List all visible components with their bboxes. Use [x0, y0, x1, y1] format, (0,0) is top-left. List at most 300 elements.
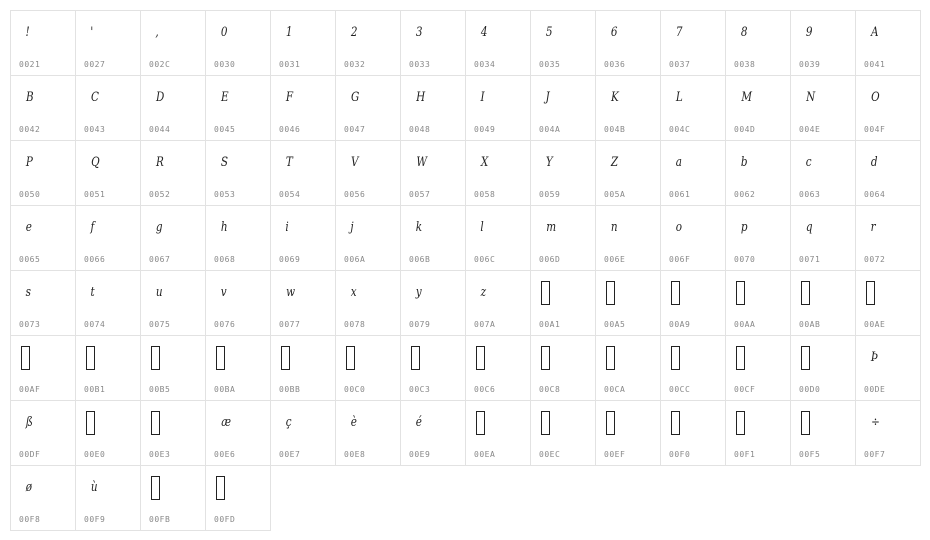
glyph-cell[interactable]	[791, 76, 856, 141]
glyph-code-label: 0070	[734, 255, 756, 264]
glyph-code-label: 00F5	[799, 450, 821, 459]
glyph-cell[interactable]	[596, 141, 661, 206]
glyph-cell[interactable]	[141, 206, 206, 271]
glyph-code-label: 00C3	[409, 385, 431, 394]
glyph-code-label: 0044	[149, 125, 171, 134]
glyph-cell[interactable]	[856, 11, 921, 76]
missing-glyph-box-icon	[866, 281, 875, 305]
glyph-cell[interactable]	[791, 401, 856, 466]
glyph-cell[interactable]	[401, 11, 466, 76]
glyph-code-label: 0035	[539, 60, 561, 69]
glyph-code-label: 0047	[344, 125, 366, 134]
glyph-code-label: 00FB	[149, 515, 171, 524]
glyph-preview: R	[155, 155, 164, 170]
glyph-code-label: 00E9	[409, 450, 431, 459]
glyph-code-label: 0052	[149, 190, 171, 199]
glyph-code-label: 0051	[84, 190, 106, 199]
glyph-code-label: 006D	[539, 255, 561, 264]
glyph-code-label: 00AA	[734, 320, 756, 329]
glyph-preview: v	[220, 285, 227, 300]
glyph-cell[interactable]	[466, 76, 531, 141]
glyph-cell[interactable]	[661, 206, 726, 271]
glyph-preview: 7	[675, 25, 683, 40]
glyph-preview: s	[25, 285, 32, 300]
missing-glyph-box-icon	[606, 281, 615, 305]
glyph-code-label: 0071	[799, 255, 821, 264]
glyph-code-label: 0065	[19, 255, 41, 264]
glyph-preview: h	[220, 220, 228, 235]
glyph-code-label: 0074	[84, 320, 106, 329]
glyph-preview: 4	[480, 25, 488, 40]
glyph-preview: q	[805, 220, 813, 235]
glyph-cell[interactable]	[791, 141, 856, 206]
glyph-code-label: 004A	[539, 125, 561, 134]
glyph-code-label: 0066	[84, 255, 106, 264]
glyph-cell[interactable]	[76, 401, 141, 466]
glyph-cell[interactable]	[11, 401, 76, 466]
glyph-preview: 5	[545, 25, 553, 40]
glyph-preview: T	[285, 155, 293, 170]
glyph-cell[interactable]	[11, 336, 76, 401]
glyph-cell[interactable]	[271, 271, 336, 336]
glyph-code-label: 00E0	[84, 450, 106, 459]
glyph-cell[interactable]	[531, 11, 596, 76]
glyph-code-label: 006A	[344, 255, 366, 264]
missing-glyph-box-icon	[411, 346, 420, 370]
glyph-code-label: 00F7	[864, 450, 886, 459]
glyph-preview: G	[351, 90, 360, 105]
glyph-code-label: 00EC	[539, 450, 561, 459]
missing-glyph-box-icon	[21, 346, 30, 370]
glyph-preview: g	[155, 220, 163, 235]
glyph-preview: x	[350, 285, 357, 300]
missing-glyph-box-icon	[216, 476, 225, 500]
glyph-cell[interactable]	[726, 141, 791, 206]
glyph-preview: X	[480, 155, 489, 170]
missing-glyph-box-icon	[151, 476, 160, 500]
missing-glyph-box-icon	[801, 346, 810, 370]
glyph-code-label: 0031	[279, 60, 301, 69]
glyph-preview: M	[741, 90, 752, 105]
glyph-code-label: 00E8	[344, 450, 366, 459]
glyph-cell[interactable]	[596, 11, 661, 76]
glyph-preview: L	[675, 90, 683, 105]
glyph-cell[interactable]	[76, 271, 141, 336]
missing-glyph-box-icon	[671, 281, 680, 305]
glyph-cell[interactable]	[466, 401, 531, 466]
glyph-code-label: 0077	[279, 320, 301, 329]
glyph-cell[interactable]	[76, 206, 141, 271]
glyph-code-label: 00EF	[604, 450, 626, 459]
missing-glyph-box-icon	[541, 281, 550, 305]
glyph-code-label: 00DE	[864, 385, 886, 394]
missing-glyph-box-icon	[801, 281, 810, 305]
glyph-code-label: 00E7	[279, 450, 301, 459]
glyph-code-label: 004E	[799, 125, 821, 134]
glyph-code-label: 00C8	[539, 385, 561, 394]
glyph-preview: k	[415, 220, 423, 235]
glyph-cell[interactable]	[76, 141, 141, 206]
glyph-preview: i	[285, 220, 289, 235]
glyph-code-label: 006F	[669, 255, 691, 264]
glyph-cell[interactable]	[466, 141, 531, 206]
glyph-code-label: 002C	[149, 60, 171, 69]
glyph-preview: V	[350, 155, 359, 170]
glyph-cell[interactable]	[531, 76, 596, 141]
glyph-code-label: 00AB	[799, 320, 821, 329]
glyph-preview: ß	[25, 415, 33, 430]
missing-glyph-box-icon	[86, 346, 95, 370]
glyph-preview: N	[806, 90, 816, 105]
missing-glyph-box-icon	[86, 411, 95, 435]
glyph-preview: a	[675, 155, 682, 170]
glyph-preview: æ	[221, 415, 232, 430]
glyph-cell[interactable]	[11, 466, 76, 531]
glyph-preview: o	[675, 220, 683, 235]
glyph-cell[interactable]	[206, 401, 271, 466]
glyph-code-label: 00A1	[539, 320, 561, 329]
glyph-code-label: 006E	[604, 255, 626, 264]
glyph-preview: S	[220, 155, 229, 170]
glyph-cell[interactable]	[596, 76, 661, 141]
glyph-code-label: 0073	[19, 320, 41, 329]
glyph-cell[interactable]	[206, 11, 271, 76]
glyph-preview: z	[480, 285, 487, 300]
glyph-cell[interactable]	[206, 466, 271, 531]
glyph-cell[interactable]	[531, 401, 596, 466]
glyph-cell[interactable]	[466, 11, 531, 76]
glyph-code-label: 0042	[19, 125, 41, 134]
glyph-preview: p	[740, 220, 748, 235]
glyph-cell[interactable]	[726, 336, 791, 401]
glyph-preview: J	[545, 90, 550, 105]
glyph-cell[interactable]	[336, 76, 401, 141]
glyph-code-label: 0056	[344, 190, 366, 199]
missing-glyph-box-icon	[736, 346, 745, 370]
missing-glyph-box-icon	[736, 411, 745, 435]
glyph-code-label: 00A5	[604, 320, 626, 329]
glyph-code-label: 005A	[604, 190, 626, 199]
glyph-cell[interactable]	[336, 206, 401, 271]
glyph-code-label: 0058	[474, 190, 496, 199]
glyph-cell[interactable]	[271, 141, 336, 206]
glyph-code-label: 0075	[149, 320, 171, 329]
missing-glyph-box-icon	[281, 346, 290, 370]
glyph-cell[interactable]	[466, 336, 531, 401]
glyph-cell[interactable]	[661, 76, 726, 141]
glyph-preview: l	[480, 220, 484, 235]
glyph-code-label: 00E6	[214, 450, 236, 459]
missing-glyph-box-icon	[736, 281, 745, 305]
glyph-preview: w	[286, 285, 296, 300]
glyph-cell[interactable]	[271, 11, 336, 76]
glyph-preview: A	[870, 25, 879, 40]
glyph-cell[interactable]	[661, 336, 726, 401]
glyph-cell[interactable]	[726, 271, 791, 336]
missing-glyph-box-icon	[151, 411, 160, 435]
glyph-cell[interactable]	[141, 11, 206, 76]
missing-glyph-box-icon	[801, 411, 810, 435]
glyph-code-label: 00BA	[214, 385, 236, 394]
glyph-code-label: 00DF	[19, 450, 41, 459]
glyph-code-label: 00D0	[799, 385, 821, 394]
glyph-cell[interactable]	[336, 141, 401, 206]
glyph-code-label: 0069	[279, 255, 301, 264]
glyph-code-label: 0072	[864, 255, 886, 264]
glyph-cell[interactable]	[726, 76, 791, 141]
glyph-cell[interactable]	[141, 466, 206, 531]
glyph-code-label: 00AE	[864, 320, 886, 329]
glyph-preview: ø	[25, 480, 33, 495]
glyph-cell[interactable]	[76, 466, 141, 531]
glyph-preview: t	[90, 285, 95, 300]
glyph-code-label: 0059	[539, 190, 561, 199]
missing-glyph-box-icon	[346, 346, 355, 370]
glyph-preview: b	[740, 155, 748, 170]
glyph-code-label: 00A9	[669, 320, 691, 329]
glyph-cell[interactable]	[206, 271, 271, 336]
glyph-cell[interactable]	[791, 271, 856, 336]
glyph-code-label: 0021	[19, 60, 41, 69]
glyph-cell[interactable]	[206, 76, 271, 141]
glyph-cell[interactable]	[11, 141, 76, 206]
glyph-code-label: 0068	[214, 255, 236, 264]
missing-glyph-box-icon	[541, 411, 550, 435]
glyph-cell[interactable]	[661, 271, 726, 336]
glyph-cell[interactable]	[856, 76, 921, 141]
glyph-preview: E	[220, 90, 229, 105]
glyph-code-label: 004B	[604, 125, 626, 134]
glyph-code-label: 0049	[474, 125, 496, 134]
glyph-preview: d	[870, 155, 878, 170]
glyph-cell[interactable]	[11, 11, 76, 76]
glyph-code-label: 0062	[734, 190, 756, 199]
glyph-preview: 0	[220, 25, 228, 40]
glyph-code-label: 00C6	[474, 385, 496, 394]
glyph-code-label: 00CA	[604, 385, 626, 394]
glyph-code-label: 004C	[669, 125, 691, 134]
glyph-preview: u	[155, 285, 163, 300]
glyph-preview: I	[480, 90, 485, 105]
glyph-code-label: 0067	[149, 255, 171, 264]
glyph-preview: B	[25, 90, 34, 105]
glyph-cell[interactable]	[531, 206, 596, 271]
glyph-code-label: 0046	[279, 125, 301, 134]
glyph-code-label: 00B1	[84, 385, 106, 394]
glyph-preview: 2	[350, 25, 358, 40]
glyph-code-label: 0043	[84, 125, 106, 134]
glyph-cell[interactable]	[141, 336, 206, 401]
missing-glyph-box-icon	[606, 346, 615, 370]
glyph-code-label: 0036	[604, 60, 626, 69]
glyph-preview: Þ	[870, 350, 878, 365]
glyph-code-label: 006C	[474, 255, 496, 264]
glyph-cell[interactable]	[661, 401, 726, 466]
glyph-preview: m	[546, 220, 557, 235]
glyph-cell[interactable]	[791, 206, 856, 271]
glyph-cell[interactable]	[596, 401, 661, 466]
glyph-preview: O	[871, 90, 880, 105]
glyph-code-label: 0054	[279, 190, 301, 199]
glyph-preview: Z	[610, 155, 619, 170]
glyph-code-label: 00BB	[279, 385, 301, 394]
glyph-code-label: 0037	[669, 60, 691, 69]
glyph-cell[interactable]	[11, 271, 76, 336]
glyph-cell[interactable]	[856, 336, 921, 401]
glyph-preview: e	[25, 220, 32, 235]
glyph-cell[interactable]	[336, 271, 401, 336]
glyph-cell[interactable]	[856, 271, 921, 336]
glyph-code-label: 0063	[799, 190, 821, 199]
glyph-cell[interactable]	[141, 271, 206, 336]
glyph-cell[interactable]	[401, 336, 466, 401]
glyph-preview: 3	[415, 25, 423, 40]
glyph-cell[interactable]	[531, 271, 596, 336]
glyph-preview: 6	[610, 25, 618, 40]
missing-glyph-box-icon	[476, 411, 485, 435]
glyph-cell[interactable]	[791, 336, 856, 401]
glyph-cell[interactable]	[336, 401, 401, 466]
glyph-cell[interactable]	[141, 401, 206, 466]
glyph-cell[interactable]	[271, 76, 336, 141]
glyph-code-label: 0078	[344, 320, 366, 329]
glyph-preview: f	[90, 220, 95, 235]
glyph-preview: j	[350, 220, 354, 235]
glyph-code-label: 0061	[669, 190, 691, 199]
glyph-code-label: 0079	[409, 320, 431, 329]
glyph-code-label: 00F0	[669, 450, 691, 459]
glyph-cell[interactable]	[466, 271, 531, 336]
glyph-cell[interactable]	[726, 206, 791, 271]
glyph-cell[interactable]	[401, 76, 466, 141]
glyph-cell[interactable]	[466, 206, 531, 271]
glyph-code-label: 0064	[864, 190, 886, 199]
glyph-cell[interactable]	[206, 141, 271, 206]
missing-glyph-box-icon	[671, 346, 680, 370]
glyph-cell[interactable]	[401, 401, 466, 466]
glyph-preview: ù	[90, 480, 98, 495]
glyph-preview: 1	[285, 25, 293, 40]
glyph-preview: Q	[91, 155, 100, 170]
glyph-code-label: 0050	[19, 190, 41, 199]
glyph-code-label: 00CC	[669, 385, 691, 394]
glyph-preview: K	[610, 90, 619, 105]
glyph-code-label: 00E3	[149, 450, 171, 459]
glyph-preview: F	[285, 90, 294, 105]
glyph-cell[interactable]	[596, 271, 661, 336]
glyph-cell[interactable]	[271, 206, 336, 271]
glyph-cell[interactable]	[336, 336, 401, 401]
missing-glyph-box-icon	[541, 346, 550, 370]
glyph-code-label: 0076	[214, 320, 236, 329]
glyph-code-label: 0032	[344, 60, 366, 69]
glyph-code-label: 0034	[474, 60, 496, 69]
glyph-cell[interactable]	[661, 11, 726, 76]
glyph-cell[interactable]	[401, 206, 466, 271]
missing-glyph-box-icon	[606, 411, 615, 435]
missing-glyph-box-icon	[671, 411, 680, 435]
missing-glyph-box-icon	[216, 346, 225, 370]
glyph-code-label: 00F8	[19, 515, 41, 524]
glyph-cell[interactable]	[856, 401, 921, 466]
glyph-cell[interactable]	[11, 206, 76, 271]
glyph-code-label: 004F	[864, 125, 886, 134]
glyph-cell[interactable]	[76, 76, 141, 141]
glyph-cell[interactable]	[271, 336, 336, 401]
glyph-cell[interactable]	[206, 336, 271, 401]
glyph-cell[interactable]	[271, 401, 336, 466]
glyph-code-label: 0030	[214, 60, 236, 69]
glyph-preview: C	[90, 90, 99, 105]
glyph-code-label: 00C0	[344, 385, 366, 394]
glyph-cell[interactable]	[596, 336, 661, 401]
glyph-preview: 9	[805, 25, 813, 40]
glyph-cell[interactable]	[206, 206, 271, 271]
glyph-cell[interactable]	[791, 11, 856, 76]
glyph-preview: H	[416, 90, 426, 105]
glyph-cell[interactable]	[661, 141, 726, 206]
glyph-cell[interactable]	[76, 336, 141, 401]
glyph-preview: ,	[155, 25, 159, 40]
glyph-code-label: 00F1	[734, 450, 756, 459]
glyph-code-label: 0041	[864, 60, 886, 69]
glyph-code-label: 0053	[214, 190, 236, 199]
glyph-cell[interactable]	[141, 76, 206, 141]
missing-glyph-box-icon	[476, 346, 485, 370]
glyph-code-label: 00B5	[149, 385, 171, 394]
glyph-preview: Y	[545, 155, 553, 170]
glyph-cell[interactable]	[11, 76, 76, 141]
glyph-preview: r	[870, 220, 876, 235]
glyph-cell[interactable]	[336, 11, 401, 76]
glyph-preview: 8	[740, 25, 748, 40]
glyph-preview: W	[416, 155, 428, 170]
glyph-preview: '	[90, 25, 94, 40]
glyph-cell[interactable]	[856, 141, 921, 206]
glyph-preview: D	[156, 90, 165, 105]
glyph-cell[interactable]	[531, 336, 596, 401]
glyph-cell[interactable]	[401, 141, 466, 206]
glyph-preview: ÷	[871, 415, 880, 430]
glyph-cell[interactable]	[726, 11, 791, 76]
missing-glyph-box-icon	[151, 346, 160, 370]
glyph-code-label: 00AF	[19, 385, 41, 394]
glyph-cell[interactable]	[141, 141, 206, 206]
glyph-cell[interactable]	[726, 401, 791, 466]
glyph-cell[interactable]	[531, 141, 596, 206]
glyph-code-label: 0057	[409, 190, 431, 199]
glyph-code-label: 0045	[214, 125, 236, 134]
glyph-code-label: 00F9	[84, 515, 106, 524]
glyph-preview: !	[25, 25, 30, 40]
glyph-code-label: 0027	[84, 60, 106, 69]
glyph-cell[interactable]	[76, 11, 141, 76]
glyph-code-label: 0039	[799, 60, 821, 69]
glyph-code-label: 00CF	[734, 385, 756, 394]
glyph-code-label: 006B	[409, 255, 431, 264]
glyph-cell[interactable]	[596, 206, 661, 271]
glyph-code-label: 007A	[474, 320, 496, 329]
glyph-preview: è	[350, 415, 357, 430]
glyph-code-label: 0033	[409, 60, 431, 69]
glyph-preview: P	[25, 155, 33, 170]
glyph-preview: ç	[285, 415, 292, 430]
glyph-cell[interactable]	[401, 271, 466, 336]
glyph-cell[interactable]	[856, 206, 921, 271]
glyph-preview: n	[610, 220, 618, 235]
glyph-code-label: 00FD	[214, 515, 236, 524]
glyph-grid	[10, 10, 921, 531]
